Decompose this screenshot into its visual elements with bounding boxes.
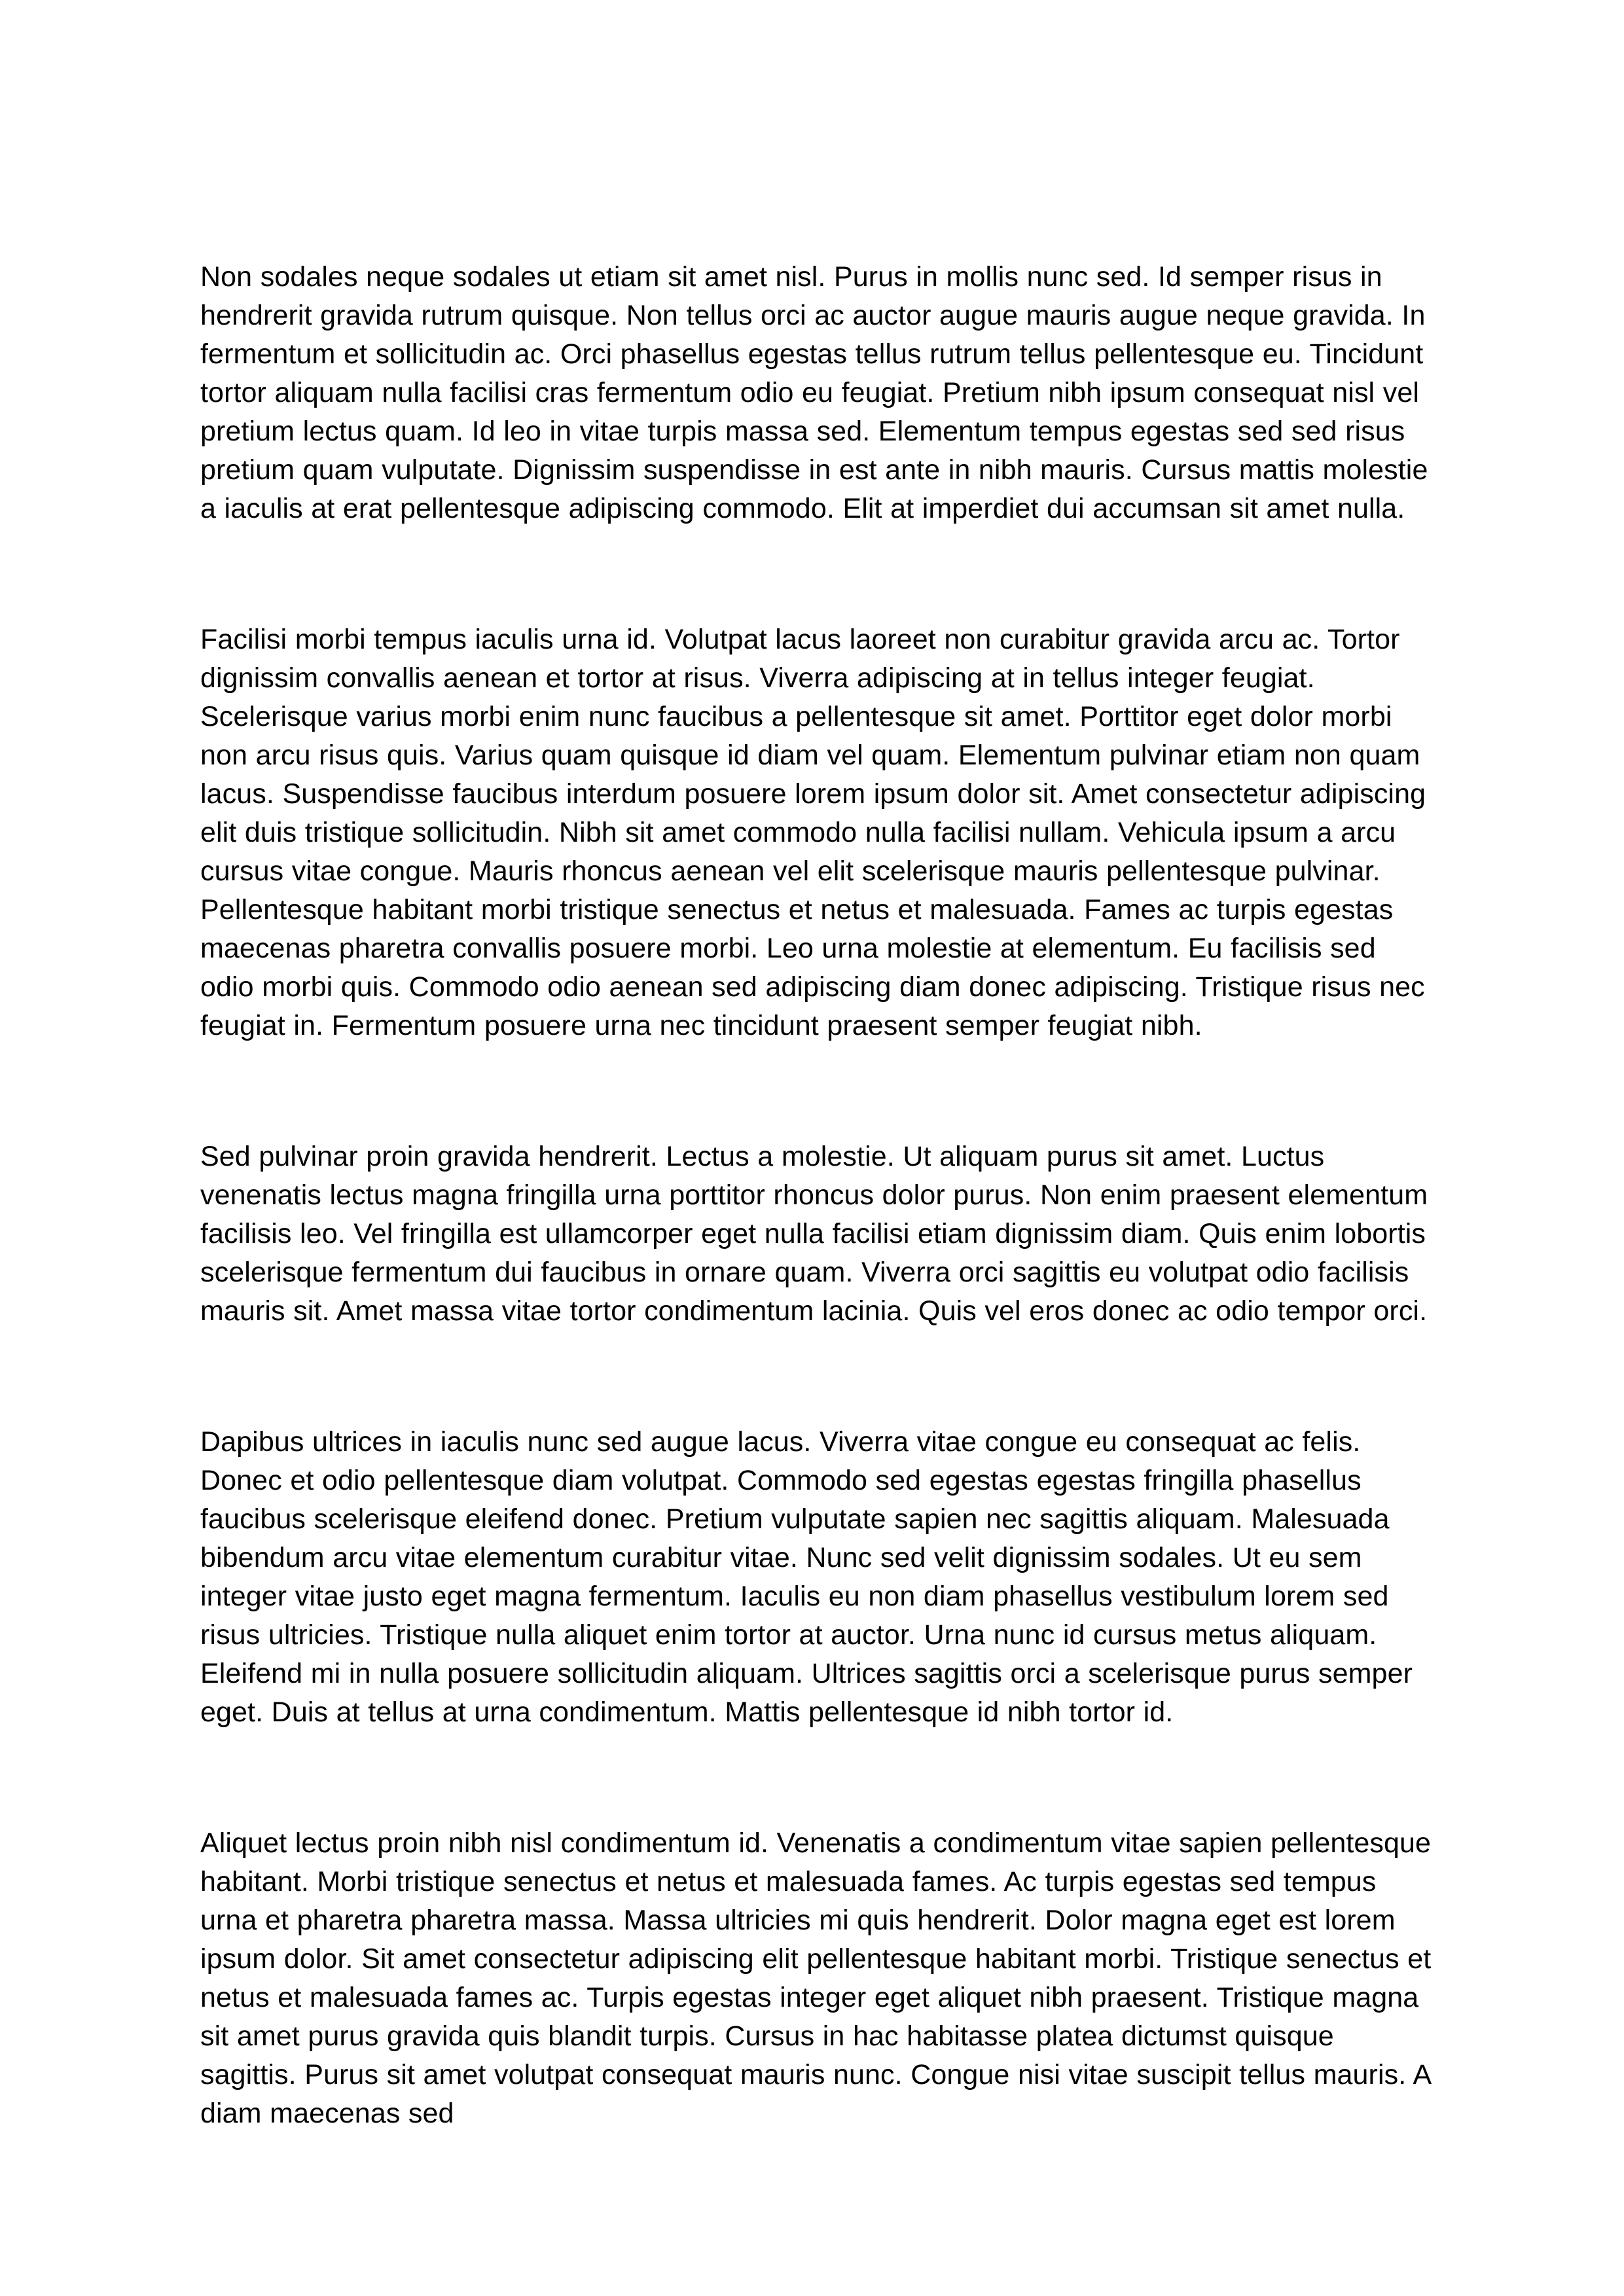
paragraph-2: Facilisi morbi tempus iaculis urna id. Volutpat lacus laoreet non curabitur gravida arcu ac. Tortor dignissim convallis aenean et tortor at risus. Viverra adipiscing at in tellus integer feugiat. Scelerisque varius morbi enim nunc faucibus a pellentesque sit amet. Porttitor eget dolor morbi non arcu risus quis. Varius quam quisque id diam vel quam. Elementum pulvinar etiam non quam lacus. Suspendisse faucibus interdum posuere lorem ipsum dolor sit. Amet consectetur adipiscing elit duis tristique sollicitudin. Nibh sit amet commodo nulla facilisi nullam. Vehicula ipsum a arcu cursus vitae congue. Mauris rhoncus aenean vel elit scelerisque mauris pellentesque pulvinar. Pellentesque habitant morbi tristique senectus et netus et malesuada. Fames ac turpis egestas maecenas pharetra convallis posuere morbi. Leo urna molestie at elementum. Eu facilisis sed odio morbi quis. Commodo odio aenean sed adipiscing diam donec adipiscing. Tristique risus nec feugiat in. Fermentum posuere urna nec tincidunt praesent semper feugiat nibh. [200, 624, 1426, 1041]
paragraph-4: Dapibus ultrices in iaculis nunc sed augue lacus. Viverra vitae congue eu consequat ac felis. Donec et odio pellentesque diam volutpat. Commodo sed egestas egestas fringilla phasellus faucibus scelerisque eleifend donec. Pretium vulputate sapien nec sagittis aliquam. Malesuada bibendum arcu vitae elementum curabitur vitae. Nunc sed velit dignissim sodales. Ut eu sem integer vitae justo eget magna fermentum. Iaculis eu non diam phasellus vestibulum lorem sed risus ultricies. Tristique nulla aliquet enim tortor at auctor. Urna nunc id cursus metus aliquam. Eleifend mi in nulla posuere sollicitudin aliquam. Ultrices sagittis orci a scelerisque purus semper eget. Duis at tellus at urna condimentum. Mattis pellentesque id nibh tortor id. [200, 1426, 1413, 1728]
paragraph-3: Sed pulvinar proin gravida hendrerit. Lectus a molestie. Ut aliquam purus sit amet. Luctus venenatis lectus magna fringilla urna porttitor rhoncus dolor purus. Non enim praesent elementum facilisis leo. Vel fringilla est ullamcorper eget nulla facilisi etiam dignissim diam. Quis enim lobortis scelerisque fermentum dui faucibus in ornare quam. Viverra orci sagittis eu volutpat odio facilisis mauris sit. Amet massa vitae tortor condimentum lacinia. Quis vel eros donec ac odio tempor orci. [200, 1141, 1428, 1327]
paragraph-5: Aliquet lectus proin nibh nisl condimentum id. Venenatis a condimentum vitae sapien pellentesque habitant. Morbi tristique senectus et netus et malesuada fames. Ac turpis egestas sed tempus urna et pharetra pharetra massa. Massa ultricies mi quis hendrerit. Dolor magna eget est lorem ipsum dolor. Sit amet consectetur adipiscing elit pellentesque habitant morbi. Tristique senectus et netus et malesuada fames ac. Turpis egestas integer eget aliquet nibh praesent. Tristique magna sit amet purus gravida quis blandit turpis. Cursus in hac habitasse platea dictumst quisque sagittis. Purus sit amet volutpat consequat mauris nunc. Congue nisi vitae suscipit tellus mauris. A diam maecenas sed [200, 1827, 1432, 2129]
paragraph-1: Non sodales neque sodales ut etiam sit amet nisl. Purus in mollis nunc sed. Id semper risus in hendrerit gravida rutrum quisque. Non tellus orci ac auctor augue mauris augue neque gravida. In fermentum et sollicitudin ac. Orci phasellus egestas tellus rutrum tellus pellentesque eu. Tincidunt tortor aliquam nulla facilisi cras fermentum odio eu feugiat. Pretium nibh ipsum consequat nisl vel pretium lectus quam. Id leo in vitae turpis massa sed. Elementum tempus egestas sed sed risus pretium quam vulputate. Dignissim suspendisse in est ante in nibh mauris. Cursus mattis molestie a iaculis at erat pellentesque adipiscing commodo. Elit at imperdiet dui accumsan sit amet nulla. [200, 261, 1428, 524]
